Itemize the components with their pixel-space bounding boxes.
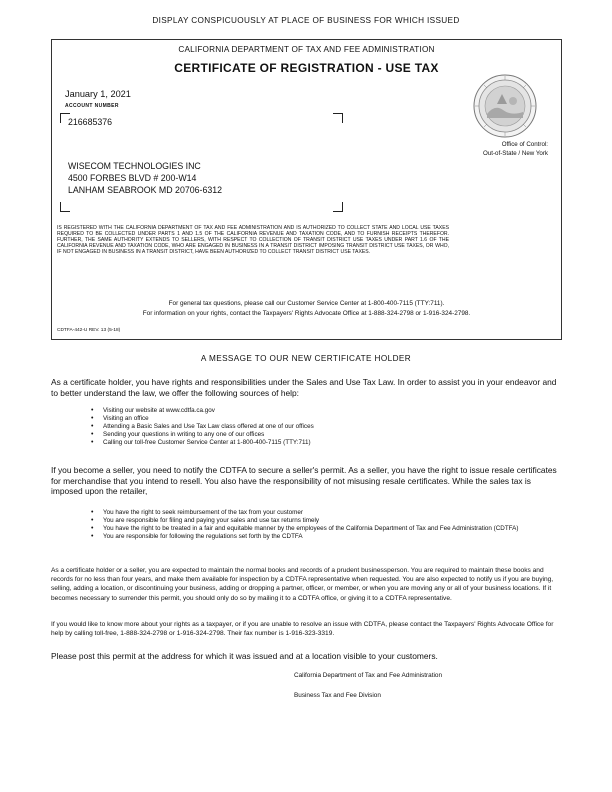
post-permit-paragraph: Please post this permit at the address for which it was issued and at a location visible to your customers. xyxy=(51,651,438,661)
registration-legal-text: IS REGISTERED WITH THE CALIFORNIA DEPARTMENT OF TAX AND FEE ADMINISTRATION AND IS AUTHORIZED TO COLLECT STATE AND LOCAL USE TAXES REQUIRED TO BE COLLECTED UNDER PARTS 1 AND 1.5 OF THE CALIFORNIA REVENUE AND TAXATION CODE, AND TO FURNISH RECEIPTS THEREFOR. FURTHER, THE SAME AUTHORITY EXTENDS TO SELLERS, WITH RESPECT TO COLLECTION OF TRANSIT DISTRICT USE TAXES UNDER PART 1.6 OF THE CALIFORNIA REVENUE AND TAXATION CODE, WHO ARE ENGAGED IN BUSINESS IN A TRANSIT DISTRICT IMPOSING TRANSIT DISTRICT USE TAXES, OR WHO, IF NOT ENGAGED IN BUSINESS IN A TRANSIT DISTRICT, HAVE BEEN AUTHORIZED TO COLLECT TRANSIT DISTRICT USE TAXES. xyxy=(57,225,449,255)
list-item: • Visiting our website at www.cdtfa.ca.gov xyxy=(91,407,561,415)
records-paragraph: As a certificate holder or a seller, you are expected to maintain the normal books and records of a prudent businessperson. You are required to maintain these books and records for no less than four years, and make them available for inspection by a CDTFA representative when requested. You are also expected to notify us if you are buying, selling, adding a location, or discontinuing your business, adding or dropping a partner, officer, or member, or when you are moving any or all of your business locations. If it becomes necessary to surrender this permit, you should only do so by mailing it to a CDTFA office, or giving it to a CDTFA representative. xyxy=(51,567,554,602)
list-item: • Sending your questions in writing to any one of our offices xyxy=(91,431,561,439)
corner-mark-bottom-right xyxy=(333,202,343,212)
address-line-2: LANHAM SEABROOK MD 20706-6312 xyxy=(68,185,223,195)
account-number: 216685376 xyxy=(68,117,113,127)
signature-department: California Department of Tax and Fee Administration xyxy=(294,672,443,679)
office-of-control-label: Office of Control: xyxy=(501,141,548,148)
form-identifier: CDTFA-442-U REV. 13 (5-18) xyxy=(57,328,121,333)
address-line-1: 4500 FORBES BLVD # 200-W14 xyxy=(68,173,197,183)
seller-paragraph: If you become a seller, you need to notify the CDTFA to secure a seller's permit. As a seller, you have the right to issue resale certificates for merchandise that you intend to resell. You also have the responsibility of not misusing resale certificates. While the sales tax is imposed upon the retailer, xyxy=(51,465,557,497)
list-item: • You are responsible for filing and paying your sales and use tax returns timely xyxy=(91,517,561,525)
state-seal-icon xyxy=(473,74,537,138)
intro-paragraph: As a certificate holder, you have rights and responsibilities under the Sales and Use Tax Law. In order to assist you in your endeavor and to better understand the law, we offer the following sources of help: xyxy=(51,377,557,398)
account-number-label: ACCOUNT NUMBER xyxy=(65,103,119,109)
business-name: WISECOM TECHNOLOGIES INC xyxy=(68,161,201,171)
taxpayer-rights-paragraph: If you would like to know more about your rights as a taxpayer, or if you are unable to resolve an issue with CDTFA, please contact the Taxpayers' Rights Advocate Office for help by calling toll-free, 1-888-324-2798 or 1-916-324-2798. Their fax number is 1-916-323-3319. xyxy=(51,621,554,638)
certificate-title: CERTIFICATE OF REGISTRATION - USE TAX xyxy=(174,61,439,75)
seller-rights-list xyxy=(91,509,561,541)
list-item: • You are responsible for following the regulations set forth by the CDTFA xyxy=(91,533,561,541)
customer-service-line: For general tax questions, please call our Customer Service Center at 1-800-400-7115 (TTY:711). xyxy=(168,300,445,307)
signature-division: Business Tax and Fee Division xyxy=(294,692,381,699)
list-item: • You have the right to seek reimbursement of the tax from your customer xyxy=(91,509,561,517)
list-item: • Visiting an office xyxy=(91,415,561,423)
taxpayer-rights-line: For information on your rights, contact the Taxpayers' Rights Advocate Office at 1-888-324-2798 or 1-916-324-2798. xyxy=(142,310,471,317)
list-item: • Attending a Basic Sales and Use Tax Law class offered at one of our offices xyxy=(91,423,561,431)
issue-date: January 1, 2021 xyxy=(65,89,131,99)
message-heading: A MESSAGE TO OUR NEW CERTIFICATE HOLDER xyxy=(200,354,412,363)
corner-mark-top-right xyxy=(333,113,343,123)
office-of-control-value: Out-of-State / New York xyxy=(483,150,548,157)
department-name: CALIFORNIA DEPARTMENT OF TAX AND FEE ADMINISTRATION xyxy=(178,45,435,54)
list-item: • Calling our toll-free Customer Service Center at 1-800-400-7115 (TTY:711) xyxy=(91,439,561,447)
certificate-box xyxy=(51,39,562,340)
help-sources-list xyxy=(91,407,561,447)
corner-mark-bottom-left xyxy=(60,202,70,212)
corner-mark-top-left xyxy=(60,113,70,123)
display-banner: DISPLAY CONSPICUOUSLY AT PLACE OF BUSINESS FOR WHICH ISSUED xyxy=(152,16,460,25)
list-item: • You have the right to be treated in a fair and equitable manner by the employees of the California Department of Tax and Fee Administration (CDTFA) xyxy=(91,525,561,533)
